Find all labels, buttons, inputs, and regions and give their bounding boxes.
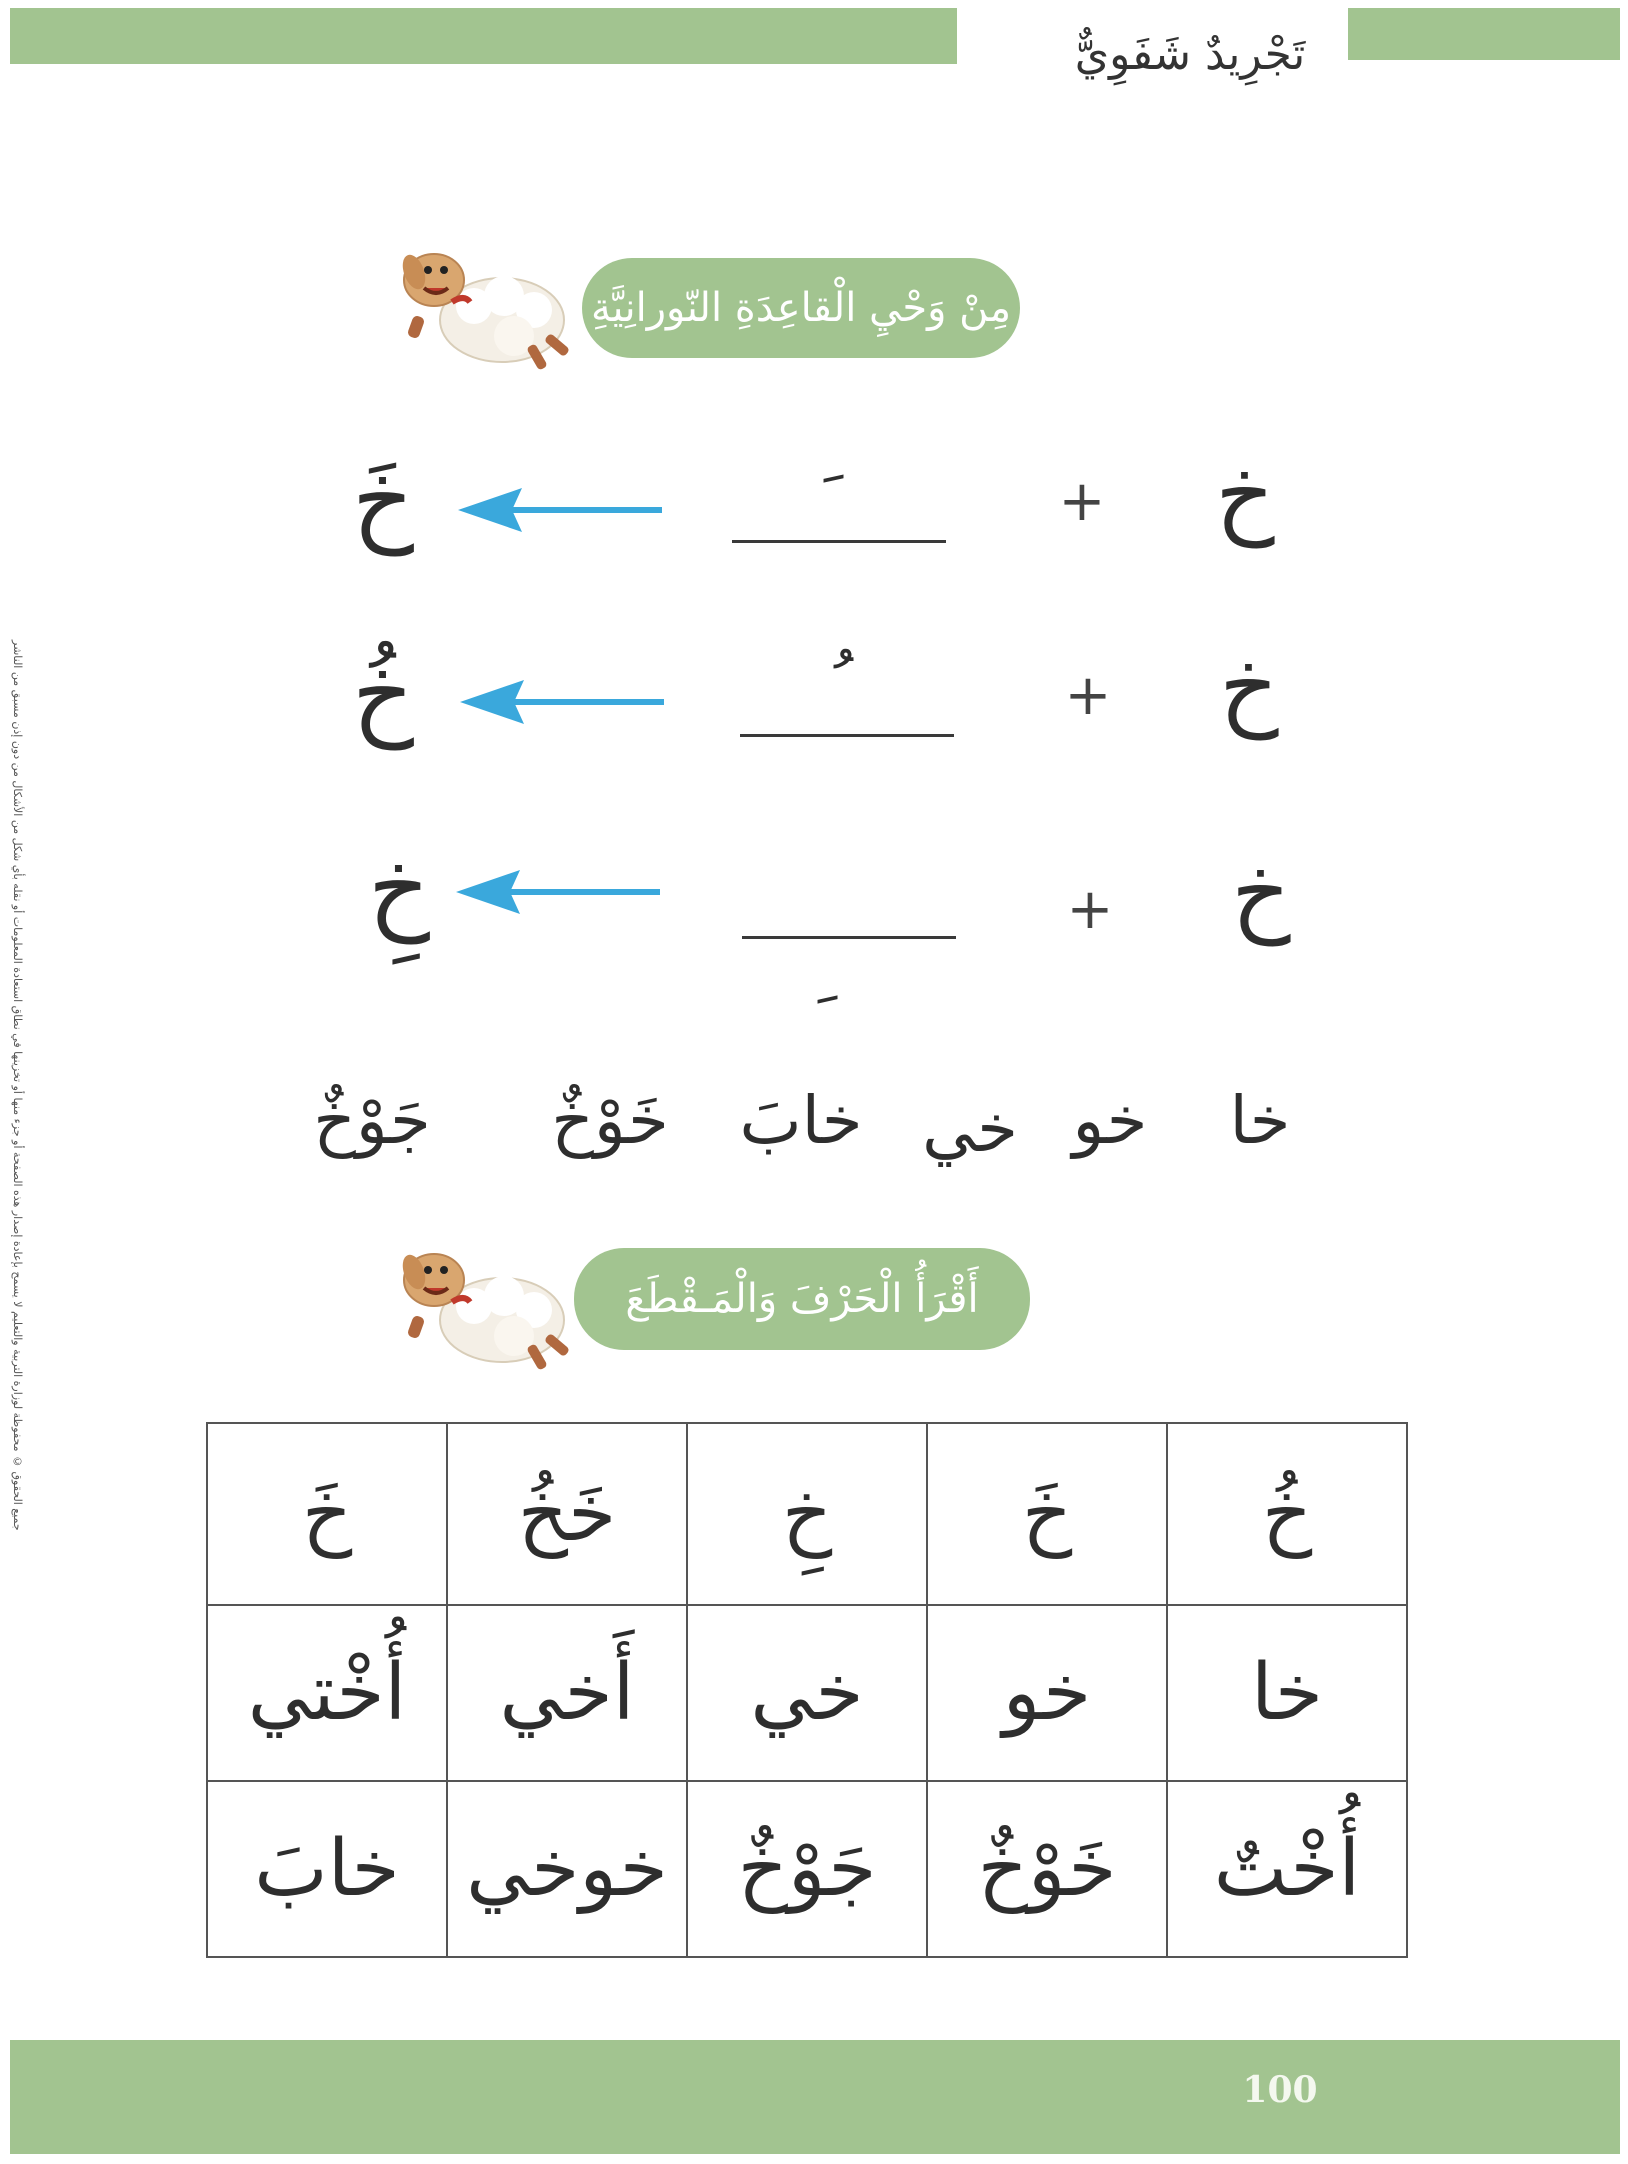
table-cell: خو	[927, 1605, 1167, 1781]
sheep-illustration	[394, 236, 584, 376]
table-cell: أُخْتٌ	[1167, 1781, 1407, 1957]
base-letter: خ	[1215, 441, 1275, 548]
table-cell: خَخُ	[447, 1423, 687, 1605]
base-letter: خ	[1231, 839, 1291, 946]
blank-line	[740, 734, 954, 737]
section-heading-rule: مِنْ وَحْيِ الْقاعِدَةِ النّورانِيَّةِ :	[582, 258, 1020, 358]
result-syllable: خِ	[368, 832, 430, 944]
table-row	[207, 1605, 1407, 1781]
arrow-left-icon	[458, 674, 668, 730]
syllable-word: خا	[1229, 1082, 1291, 1159]
table-cell: خَوْخٌ	[927, 1781, 1167, 1957]
diacritic-mark	[770, 930, 850, 1010]
plus-sign: +	[1066, 877, 1114, 942]
table-cell: خي	[687, 1605, 927, 1781]
plus-sign: +	[1058, 469, 1106, 534]
syllable-word: خابَ	[739, 1082, 863, 1159]
result-syllable: خُ	[352, 638, 414, 750]
table-cell: خوخي	[447, 1781, 687, 1957]
header-band-left	[10, 8, 957, 64]
sheep-illustration	[394, 1236, 584, 1376]
syllable-word: جَوْخٌ	[313, 1082, 431, 1159]
syllable-word: خَوْخٌ	[551, 1082, 669, 1159]
base-letter: خ	[1219, 633, 1279, 740]
section-heading-read: أَقْرَأُ الْحَرْفَ وَالْمَـقْطَعَ وَالْكَلِمَةَ	[574, 1248, 1030, 1350]
diacritic-mark	[776, 460, 856, 540]
blank-line	[732, 540, 946, 543]
syllable-word: خو	[1072, 1082, 1148, 1159]
header-band-right	[1348, 8, 1620, 60]
arrow-left-icon	[454, 864, 664, 920]
table-row	[207, 1781, 1407, 1957]
page-title: تَجْرِيدٌ شَفَوِيٌّ	[1074, 29, 1306, 80]
table-cell: جَوْخٌ	[687, 1781, 927, 1957]
arrow-left-icon	[456, 482, 666, 538]
table-cell: خُ	[1167, 1423, 1407, 1605]
table-cell: أُخْتي	[207, 1605, 447, 1781]
page-number: 100	[1242, 2069, 1318, 2111]
reading-table	[206, 1422, 1408, 1958]
table-cell: خابَ	[207, 1781, 447, 1957]
table-cell: خا	[1167, 1605, 1407, 1781]
table-cell: خَ	[927, 1423, 1167, 1605]
table-cell: أَخي	[447, 1605, 687, 1781]
plus-sign: +	[1064, 663, 1112, 728]
footer-band	[10, 2040, 1620, 2154]
diacritic-mark	[786, 646, 866, 726]
result-syllable: خَ	[352, 444, 414, 556]
table-cell: خَ	[207, 1423, 447, 1605]
copyright-note: جميع الحقوق © محفوظة لوزارة التربية والتعليم لا يسمح بإعادة إصدار هذه الصفحة أو جزء منها أو تخزينها في نطاق استعادة المعلومات أو نقله بأي شكل من الأشكال من دون إذن مسبق من الناشر	[11, 639, 24, 1531]
syllable-word: خي	[922, 1090, 1018, 1167]
table-row	[207, 1423, 1407, 1605]
table-cell: خِ	[687, 1423, 927, 1605]
